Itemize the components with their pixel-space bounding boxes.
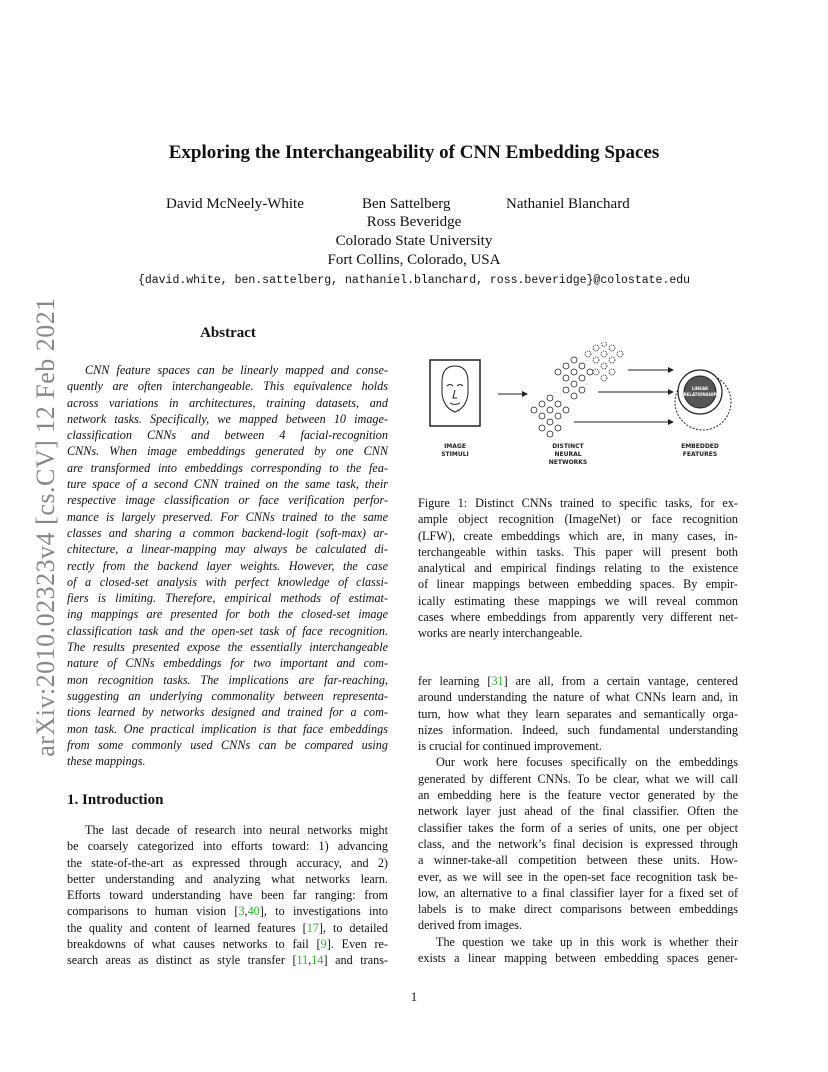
body-line: search areas as distinct as style transfer [11,14] and trans- — [67, 953, 388, 968]
body-line: Efforts toward understanding have been far ranging: from — [67, 888, 388, 903]
citation-link[interactable]: 40 — [247, 904, 260, 919]
figure-label: EMBEDDED — [681, 443, 719, 450]
body-line: network layer just ahead of the final classifier. Often the — [418, 804, 738, 819]
abstract-line: mon task. One practical implication is that face embeddings — [67, 721, 388, 736]
body-line: Our work here focuses specifically on the embeddings — [436, 755, 738, 770]
author-1: David McNeely-White — [166, 196, 304, 212]
abstract-line: rectly from the backend layer weights. However, the case — [67, 558, 388, 573]
body-line: The question we take up in this work is whether their — [436, 934, 738, 949]
paper-title: Exploring the Interchangeability of CNN Embedding Spaces — [168, 142, 660, 163]
figure-label: LINEAR — [691, 386, 709, 391]
author-emails: {david.white, ben.sattelberg, nathaniel.blanchard, ross.beveridge}@colostate.edu — [137, 274, 691, 287]
citation-link[interactable]: 3 — [238, 904, 245, 919]
abstract-line: CNN feature spaces can be linearly mapped and conse- — [85, 363, 388, 377]
body-line: labels is to make direct comparisons between embeddings — [418, 902, 738, 917]
citation-link[interactable]: 31 — [491, 674, 504, 688]
body-line: around understanding the nature of what CNNs learn and, in — [418, 690, 738, 705]
body-line: fer learning [31] are all, from a certain vantage, centered — [418, 674, 738, 688]
abstract-line: are transformed into embeddings corresponding to the fea- — [67, 460, 388, 475]
body-line: ever, as we will see in the open-set face recognition task be- — [418, 869, 738, 884]
author-2: Ben Sattelberg — [362, 196, 451, 212]
caption-line: ample object recognition (ImageNet) or face recognition — [418, 512, 738, 527]
caption-line: (LFW), create embeddings which are, in many cases, in- — [418, 528, 738, 543]
body-line: a winner-take-all competition between these units. How- — [418, 853, 738, 868]
abstract-line: The results presented expose the essentially interchangeable — [67, 640, 388, 655]
figure-label: DISTINCT — [552, 443, 584, 450]
face-icon — [442, 366, 468, 412]
body-line: exists a linear mapping between embedding spaces gener- — [418, 951, 738, 966]
body-line: the state-of-the-art as expressed through accuracy, and 2) — [67, 855, 388, 870]
citation-link[interactable]: 9 — [320, 937, 327, 952]
figure-label: FEATURES — [682, 451, 718, 458]
page-number: 1 — [410, 990, 418, 1004]
abstract-line: from some commonly used CNNs can be compared using — [67, 737, 388, 752]
body-line: an embedding here is the feature vector generated by the — [418, 788, 738, 803]
body-line: classifier takes the form of a series of units, one per object — [418, 820, 738, 835]
caption-line: of linear mappings between embedding spaces. By empir- — [418, 577, 738, 592]
citation-link[interactable]: 14 — [311, 953, 324, 968]
figure-label: RELATIONSHIP — [683, 392, 717, 397]
abstract-line: suggesting an underlying commonality between representa- — [67, 688, 388, 703]
abstract-line: tions learned by networks designed and trained for a com- — [67, 705, 388, 720]
body-line: is crucial for continued improvement. — [418, 739, 602, 754]
abstract-line: across variations in architectures, training datasets, and — [67, 395, 388, 410]
body-line: be coarsely categorized into efforts toward: 1) advancing — [67, 839, 388, 854]
body-line: better understanding and analyzing what networks learn. — [67, 871, 388, 886]
body-line: nizes information. Indeed, such fundamental understanding — [418, 722, 738, 737]
introduction-heading: 1. Introduction — [67, 792, 164, 808]
abstract-line: mance is largely preserved. For CNNs trained to the same — [67, 509, 388, 524]
abstract-line: CNNs. When image embeddings generated by one CNN — [67, 444, 388, 459]
abstract-line: classification task and the open-set task of face recognition. — [67, 623, 388, 638]
abstract-line: ing mappings are presented for both the closed-set image — [67, 607, 388, 622]
citation-link[interactable]: 11 — [296, 953, 309, 968]
abstract-heading: Abstract — [200, 325, 256, 341]
abstract-body — [67, 362, 388, 769]
introduction-paragraph — [67, 822, 388, 969]
abstract-line: of a closed-set analysis with perfect knowledge of classi- — [67, 574, 388, 589]
body-line: turn, how what they learn separates and semantically orga- — [418, 706, 738, 721]
figure-label: STIMULI — [441, 451, 469, 458]
abstract-line: classes and sharing a common backend-logit (soft-max) ar- — [67, 525, 388, 540]
body-line: low, an alternative to a final classifier layer for a fixed set of — [418, 885, 738, 900]
right-column-body — [418, 673, 738, 966]
caption-line: analytical and empirical findings relating to the existence — [418, 561, 738, 576]
body-line: comparisons to human vision [3,40], to investigations into — [67, 904, 389, 919]
citation-link[interactable]: 17 — [306, 920, 319, 935]
body-line: breakdowns of what causes networks to fail [9]. Even re- — [67, 937, 388, 952]
author-3: Nathaniel Blanchard — [506, 196, 630, 212]
location: Fort Collins, Colorado, USA — [327, 252, 501, 268]
arxiv-stamp: arXiv:2010.02323v4 [cs.CV] 12 Feb 2021 — [31, 297, 60, 757]
body-line: class, and the network’s final decision is expressed through — [418, 836, 738, 851]
author-4: Ross Beveridge — [366, 214, 462, 230]
abstract-line: chitecture, a linear-mapping may always be calculated di- — [67, 542, 388, 557]
figure-label: NETWORKS — [548, 459, 588, 466]
figure-caption — [418, 495, 738, 642]
abstract-line: mon recognition tasks. The implications are far-reaching, — [67, 672, 388, 687]
caption-line: terchangeable within tasks. This paper will present both — [418, 544, 738, 559]
caption-line: ically estimating these mappings we will reveal common — [418, 593, 738, 608]
abstract-line: respective image classification or face verification perfor- — [67, 493, 388, 508]
figure-label: IMAGE — [444, 443, 466, 450]
caption-line: works are nearly interchangeable. — [418, 626, 583, 641]
body-line: generated by different CNNs. To be clear, what we will call — [418, 771, 738, 786]
image-stimulus-frame — [430, 360, 480, 426]
abstract-line: these mappings. — [67, 754, 146, 769]
abstract-line: fiers is limiting. Therefore, empirical methods of estimat- — [67, 591, 388, 606]
body-line: derived from images. — [418, 918, 522, 933]
abstract-line: nature of CNNs embeddings for two important and com- — [67, 656, 388, 671]
abstract-line: ture space of a second CNN trained on the same task, their — [67, 477, 388, 492]
caption-line: Figure 1: Distinct CNNs trained to specific tasks, for ex- — [418, 496, 738, 510]
caption-line: cases where embeddings from apparently very different net- — [418, 610, 738, 625]
figure-label: NEURAL — [554, 451, 582, 458]
body-line: The last decade of research into neural networks might — [85, 823, 388, 837]
abstract-line: classification CNNs and between 4 facial-recognition — [67, 428, 388, 443]
embedded-feature-circles — [675, 370, 731, 430]
figure-1 — [418, 342, 740, 472]
affiliation: Colorado State University — [335, 233, 493, 249]
neural-network-icons — [531, 342, 623, 437]
abstract-line: network tasks. Specifically, we mapped between 10 image- — [67, 411, 388, 426]
body-line: the quality and content of learned features [17], to detailed — [67, 920, 388, 935]
abstract-line: quently are often interchangeable. This equivalence holds — [67, 379, 388, 394]
